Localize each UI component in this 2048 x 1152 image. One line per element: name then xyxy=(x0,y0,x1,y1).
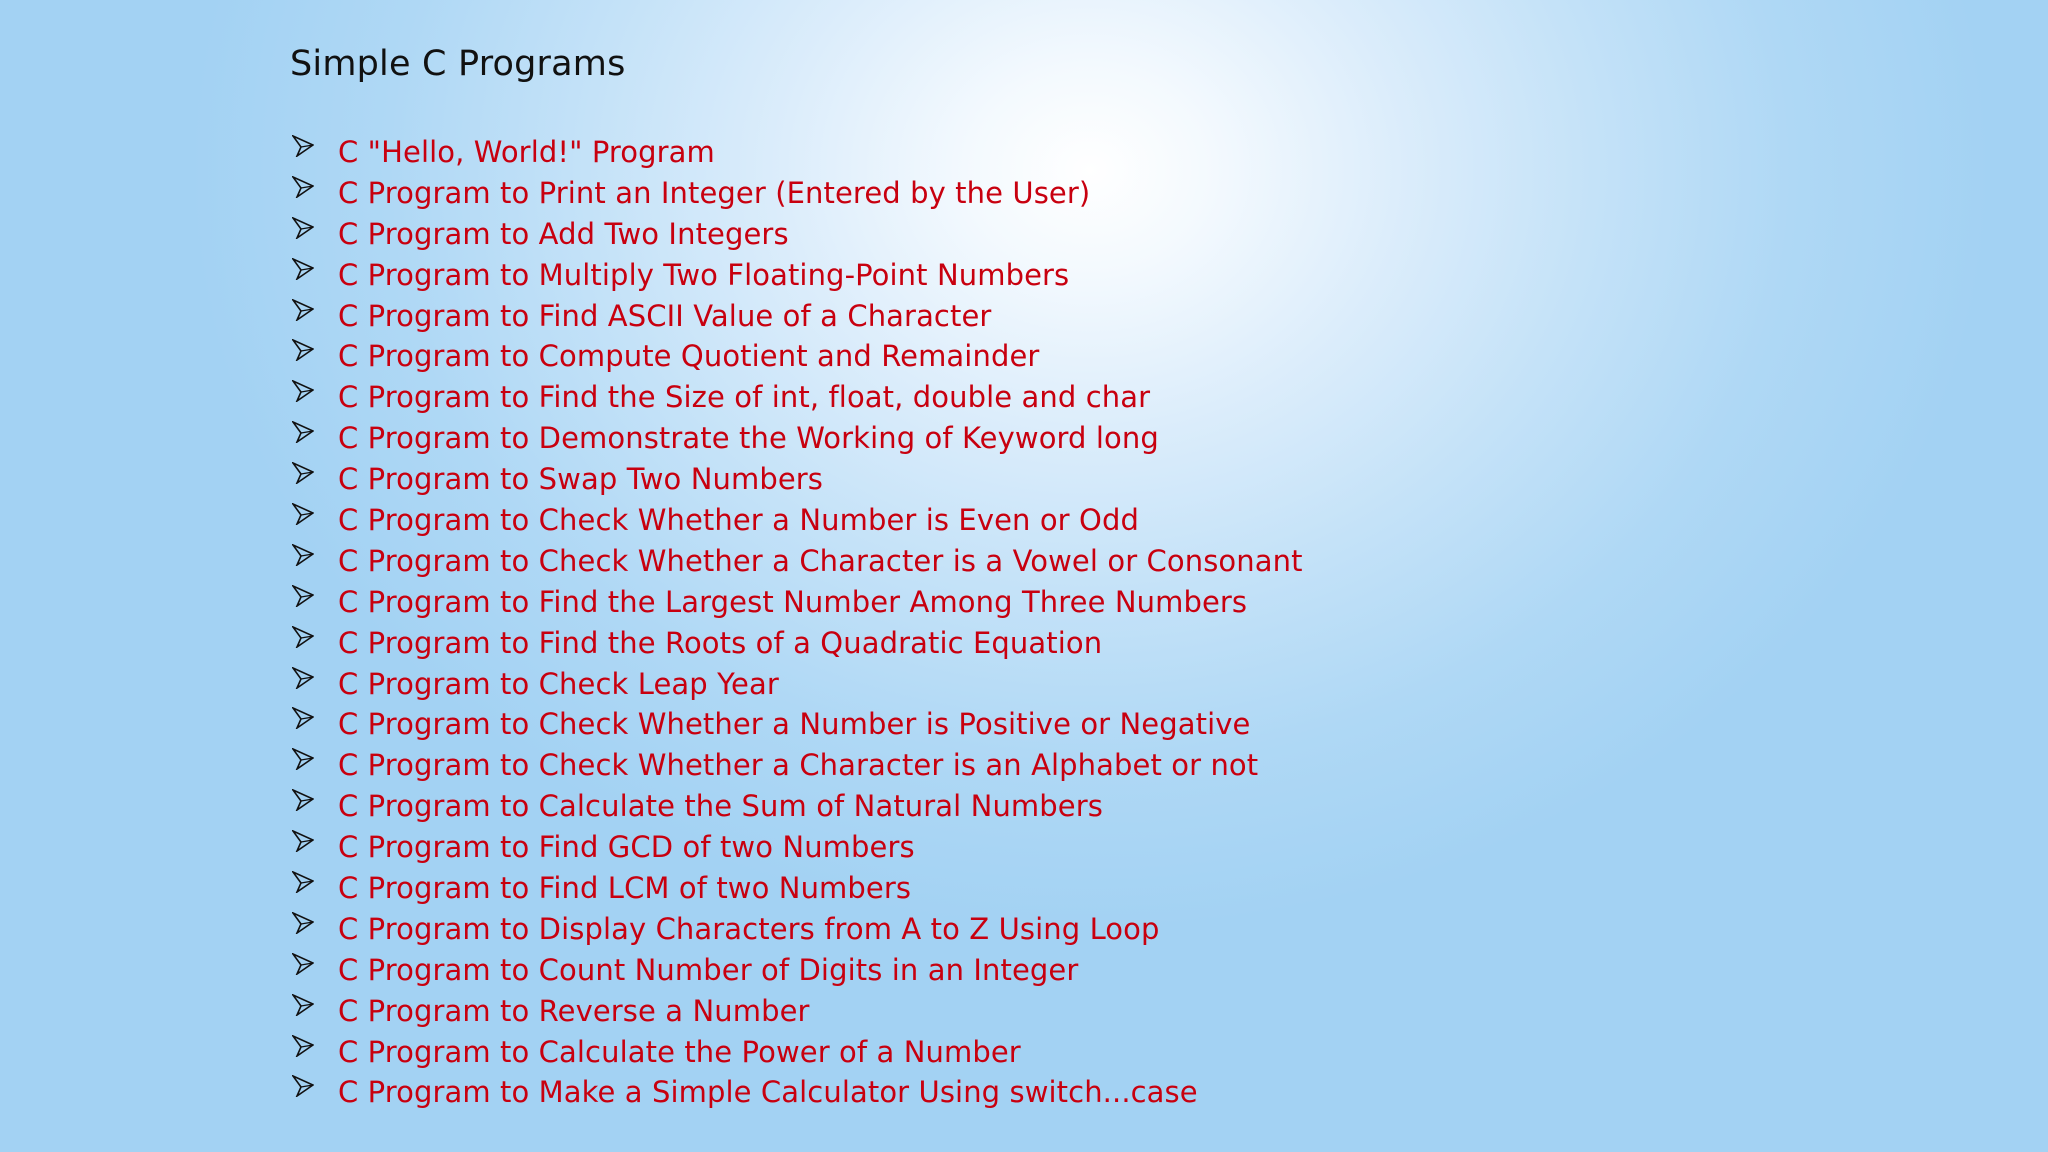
list-item-text: C Program to Make a Simple Calculator Using switch...case xyxy=(338,1075,1198,1110)
list-item-text: C Program to Display Characters from A to Z Using Loop xyxy=(338,911,1160,946)
list-item-text: C Program to Find the Largest Number Among Three Numbers xyxy=(338,584,1248,619)
list-item xyxy=(290,1032,1303,1073)
arrowhead-bullet-icon xyxy=(292,503,314,525)
list-item-text: C Program to Calculate the Power of a Number xyxy=(338,1034,1021,1069)
list-item xyxy=(290,950,1303,991)
list-item-text: C Program to Check Whether a Character is an Alphabet or not xyxy=(338,748,1259,783)
list-item-text: C Program to Find ASCII Value of a Character xyxy=(338,298,992,333)
list-item xyxy=(290,704,1303,745)
list-item xyxy=(290,745,1303,786)
list-item xyxy=(290,868,1303,909)
arrowhead-bullet-icon xyxy=(292,626,314,648)
list-item xyxy=(290,418,1303,459)
arrowhead-bullet-icon xyxy=(292,380,314,402)
list-item-text: C Program to Find LCM of two Numbers xyxy=(338,871,912,906)
list-item-text: C Program to Compute Quotient and Remainder xyxy=(338,339,1040,374)
list-item xyxy=(290,255,1303,296)
list-item xyxy=(290,377,1303,418)
list-item-text: C Program to Find the Size of int, float, double and char xyxy=(338,380,1151,415)
program-list xyxy=(290,132,1303,1113)
list-item xyxy=(290,541,1303,582)
list-item-text: C Program to Find GCD of two Numbers xyxy=(338,830,915,865)
list-item xyxy=(290,296,1303,337)
list-item-text: C Program to Check Whether a Number is Positive or Negative xyxy=(338,707,1251,742)
list-item-text: C "Hello, World!" Program xyxy=(338,135,715,169)
list-item-text: C Program to Swap Two Numbers xyxy=(338,462,823,497)
list-item-text: C Program to Check Whether a Number is Even or Odd xyxy=(338,503,1139,538)
arrowhead-bullet-icon xyxy=(292,789,314,811)
arrowhead-bullet-icon xyxy=(292,176,314,198)
list-item xyxy=(290,623,1303,664)
list-item xyxy=(290,582,1303,623)
list-item xyxy=(290,664,1303,705)
list-item-text: C Program to Demonstrate the Working of Keyword long xyxy=(338,421,1159,456)
arrowhead-bullet-icon xyxy=(292,544,314,566)
arrowhead-bullet-icon xyxy=(292,339,314,361)
list-item-text: C Program to Check Whether a Character is a Vowel or Consonant xyxy=(338,543,1303,578)
arrowhead-bullet-icon xyxy=(292,707,314,729)
list-item-text: C Program to Print an Integer (Entered by the User) xyxy=(338,175,1091,210)
list-item xyxy=(290,132,1303,173)
list-item xyxy=(290,214,1303,255)
arrowhead-bullet-icon xyxy=(292,1035,314,1057)
arrowhead-bullet-icon xyxy=(292,830,314,852)
arrowhead-bullet-icon xyxy=(292,217,314,239)
arrowhead-bullet-icon xyxy=(292,871,314,893)
list-item xyxy=(290,459,1303,500)
arrowhead-bullet-icon xyxy=(292,748,314,770)
arrowhead-bullet-icon xyxy=(292,135,314,157)
arrowhead-bullet-icon xyxy=(292,667,314,689)
arrowhead-bullet-icon xyxy=(292,585,314,607)
list-item-text: C Program to Find the Roots of a Quadratic Equation xyxy=(338,625,1103,660)
list-item-text: C Program to Count Number of Digits in an Integer xyxy=(338,952,1079,987)
arrowhead-bullet-icon xyxy=(292,462,314,484)
list-item xyxy=(290,173,1303,214)
list-item xyxy=(290,909,1303,950)
list-item-text: C Program to Reverse a Number xyxy=(338,993,810,1028)
arrowhead-bullet-icon xyxy=(292,258,314,280)
arrowhead-bullet-icon xyxy=(292,1075,314,1097)
list-item-text: C Program to Add Two Integers xyxy=(338,216,789,251)
arrowhead-bullet-icon xyxy=(292,912,314,934)
arrowhead-bullet-icon xyxy=(292,421,314,443)
list-item xyxy=(290,1072,1303,1113)
list-item xyxy=(290,991,1303,1032)
list-item xyxy=(290,336,1303,377)
arrowhead-bullet-icon xyxy=(292,994,314,1016)
list-item-text: C Program to Multiply Two Floating-Point Numbers xyxy=(338,257,1070,292)
list-item xyxy=(290,500,1303,541)
list-item xyxy=(290,786,1303,827)
arrowhead-bullet-icon xyxy=(292,953,314,975)
arrowhead-bullet-icon xyxy=(292,299,314,321)
list-item xyxy=(290,827,1303,868)
list-item-text: C Program to Calculate the Sum of Natural Numbers xyxy=(338,789,1103,824)
list-item-text: C Program to Check Leap Year xyxy=(338,666,779,701)
slide-title: Simple C Programs xyxy=(290,44,626,84)
